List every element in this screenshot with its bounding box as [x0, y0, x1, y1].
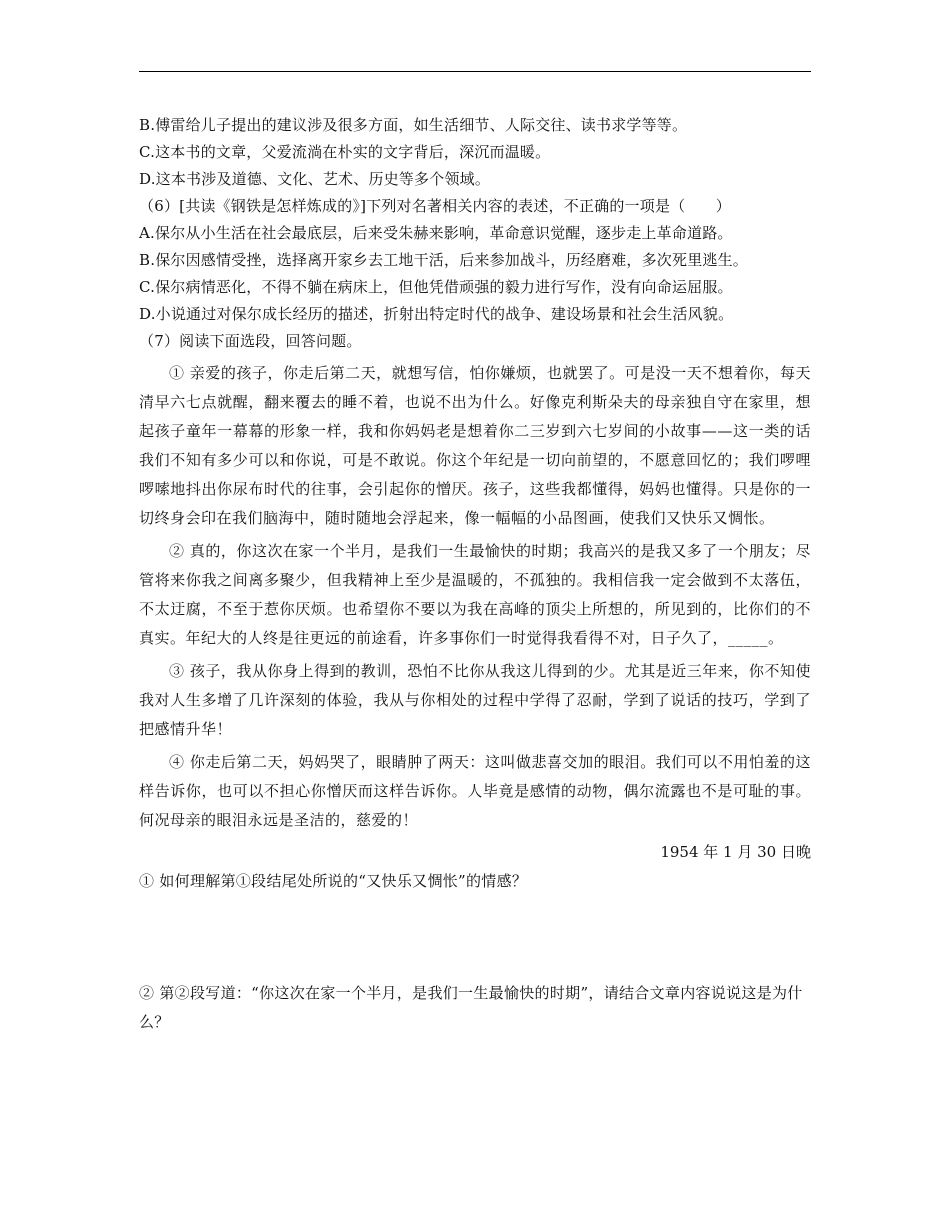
option-6d: D.小说通过对保尔成长经历的描述，折射出特定时代的战争、建设场景和社会生活风貌。	[139, 305, 734, 323]
option-6c: C.保尔病情恶化，不得不躺在病床上，但他凭借顽强的毅力进行写作，没有向命运屈服。	[139, 278, 733, 296]
header-rule	[139, 71, 811, 72]
passage-paragraph-2: ② 真的，你这次在家一个半月，是我们一生最愉快的时期；我高兴的是我又多了一个朋友；尽管将来你我之间离多聚少，但我精神上至少是温暖的，不孤独的。我相信我一定会做到不太落伍，不太迂腐，不至于惹你厌烦。也希望你不要以为我在高峰的顶尖上所想的，所见到的，比你们的不真实。年纪大的人终是往更远的前途看，许多事你们一时觉得我看得不对，日子久了，_____。	[139, 542, 811, 647]
passage-paragraph-3: ③ 孩子，我从你身上得到的教训，恐怕不比你从我这儿得到的少。尤其是近三年来，你不知使我对人生多增了几许深刻的体验，我从与你相处的过程中学得了忍耐，学到了说话的技巧，学到了把感情升华！	[139, 662, 811, 738]
sub-question-2-block	[139, 979, 811, 1037]
passage-paragraph-1: ① 亲爱的孩子，你走后第二天，就想写信，怕你嫌烦，也就罢了。可是没一天不想着你，每天清早六七点就醒，翻来覆去的睡不着，也说不出为什么。好像克利斯朵夫的母亲独自守在家里，想起孩子童年一幕幕的形象一样，我和你妈妈老是想着你二三岁到六七岁间的小故事——这一类的话我们不知有多少可以和你说，可是不敢说。你这个年纪是一切向前望的，不愿意回忆的；我们啰哩啰嗦地抖出你尿布时代的往事，会引起你的憎厌。孩子，这些我都懂得，妈妈也懂得。只是你的一切终身会印在我们脑海中，随时随地会浮起来，像一幅幅的小品图画，使我们又快乐又惆怅。	[139, 364, 811, 527]
option-6b: B.保尔因感情受挫，选择离开家乡去工地干活，后来参加战斗，历经磨难，多次死里逃生。	[139, 251, 748, 269]
passage-paragraph-4: ④ 你走后第二天，妈妈哭了，眼睛肿了两天：这叫做悲喜交加的眼泪。我们可以不用怕羞的这样告诉你，也可以不担心你憎厌而这样告诉你。人毕竟是感情的动物，偶尔流露也不是可耻的事。何况母亲的眼泪永远是圣洁的，慈爱的！	[139, 753, 811, 829]
reading-passage	[139, 359, 811, 835]
sub-question-1: ① 如何理解第①段结尾处所说的“又快乐又惆怅”的情感？	[139, 872, 528, 890]
question-7-stem: （7）阅读下面选段，回答问题。	[139, 332, 362, 350]
letter-date: 1954 年 1 月 30 日晚	[660, 843, 811, 861]
option-5b: B.傅雷给儿子提出的建议涉及很多方面，如生活细节、人际交往、读书求学等等。	[139, 116, 688, 134]
question-content	[139, 112, 811, 1037]
sub-question-2: ② 第②段写道：“你这次在家一个半月，是我们一生最愉快的时期”，请结合文章内容说说这是为什么？	[139, 984, 803, 1031]
question-6-stem: （6）[共读《钢铁是怎样炼成的》]下列对名著相关内容的表述，不正确的一项是（ ）	[139, 197, 731, 215]
option-6a: A.保尔从小生活在社会最底层，后来受朱赫来影响，革命意识觉醒，逐步走上革命道路。	[139, 224, 733, 242]
option-5c: C.这本书的文章，父爱流淌在朴实的文字背后，深沉而温暖。	[139, 143, 551, 161]
option-5d: D.这本书涉及道德、文化、艺术、历史等多个领域。	[139, 170, 491, 188]
